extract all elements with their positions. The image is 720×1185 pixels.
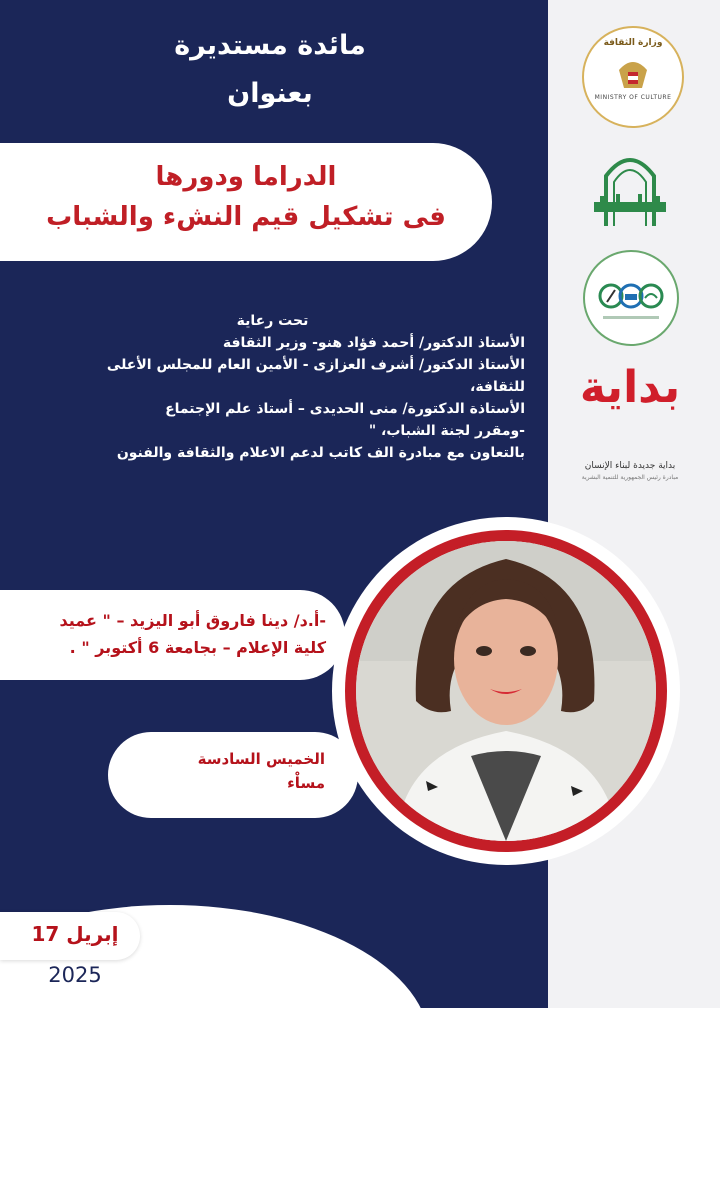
- ministry-of-culture-logo: [582, 26, 684, 128]
- speaker-photo: [356, 541, 656, 841]
- bidaya-logo-word: بداية: [579, 362, 681, 413]
- speaker-line-2: كلية الإعلام – بجامعة 6 أكتوبر " .: [69, 638, 326, 657]
- eagle-icon: [584, 28, 682, 126]
- event-subtitle: بعنوان: [227, 78, 313, 109]
- dot-icon: [238, 926, 256, 944]
- patronage-line: للثقافة،: [470, 379, 525, 395]
- writers-initiative-logo: [583, 250, 679, 346]
- council-arch-icon: [586, 146, 674, 234]
- patronage-line: بالتعاون مع مبادرة الف كاتب لدعم الاعلام والثقافة والفنون: [116, 445, 525, 461]
- bidaya-logo-subcaption: مبادرة رئيس الجمهورية للتنمية البشرية: [581, 474, 679, 481]
- dot-icon: [264, 926, 282, 944]
- topic-line-1: الدراما ودورها: [155, 162, 337, 192]
- speaker-portrait-illustration: [356, 541, 656, 841]
- schedule-text: [130, 747, 325, 795]
- dot-icon: [212, 926, 230, 944]
- patronage-line: الأستاذ الدكتور/ أحمد فؤاد هنو- وزير الثقافة: [222, 335, 525, 351]
- event-type-title: مائدة مستديرة: [174, 30, 366, 61]
- writers-initiative-icon: [585, 252, 677, 344]
- event-year: 2025: [48, 963, 102, 987]
- speaker-text: [8, 607, 326, 661]
- event-date: إبريل 17: [31, 922, 119, 946]
- bidaya-logo-caption: بداية جديدة لبناء الإنسان: [584, 461, 676, 471]
- schedule-day: الخميس السادسة: [197, 750, 325, 768]
- ministry-logo-english: MINISTRY OF CULTURE: [594, 94, 672, 101]
- speaker-line-1: -أ.د/ دينا فاروق أبو اليزيد – " عميد: [59, 611, 326, 630]
- ministry-logo-arabic: وزارة الثقافة: [603, 38, 663, 48]
- bidaya-initiative-logo: [575, 362, 685, 485]
- supreme-council-culture-logo: [586, 146, 674, 234]
- patronage-line: الأستاذة الدكتورة/ منى الحديدى – أستاذ علم الإجتماع: [165, 401, 525, 417]
- schedule-period: مساْء: [287, 774, 325, 792]
- topic-line-2: فى تشكيل قيم النشء والشباب: [46, 202, 446, 232]
- patronage-line: الأستاذ الدكتور/ أشرف العزازى - الأمين العام للمجلس الأعلى: [106, 357, 525, 373]
- patronage-block: [20, 310, 525, 464]
- patronage-line: -ومقرر لجنة الشباب، ": [368, 423, 525, 439]
- patronage-heading: تحت رعاية: [236, 313, 309, 329]
- decorative-dots: [212, 926, 284, 944]
